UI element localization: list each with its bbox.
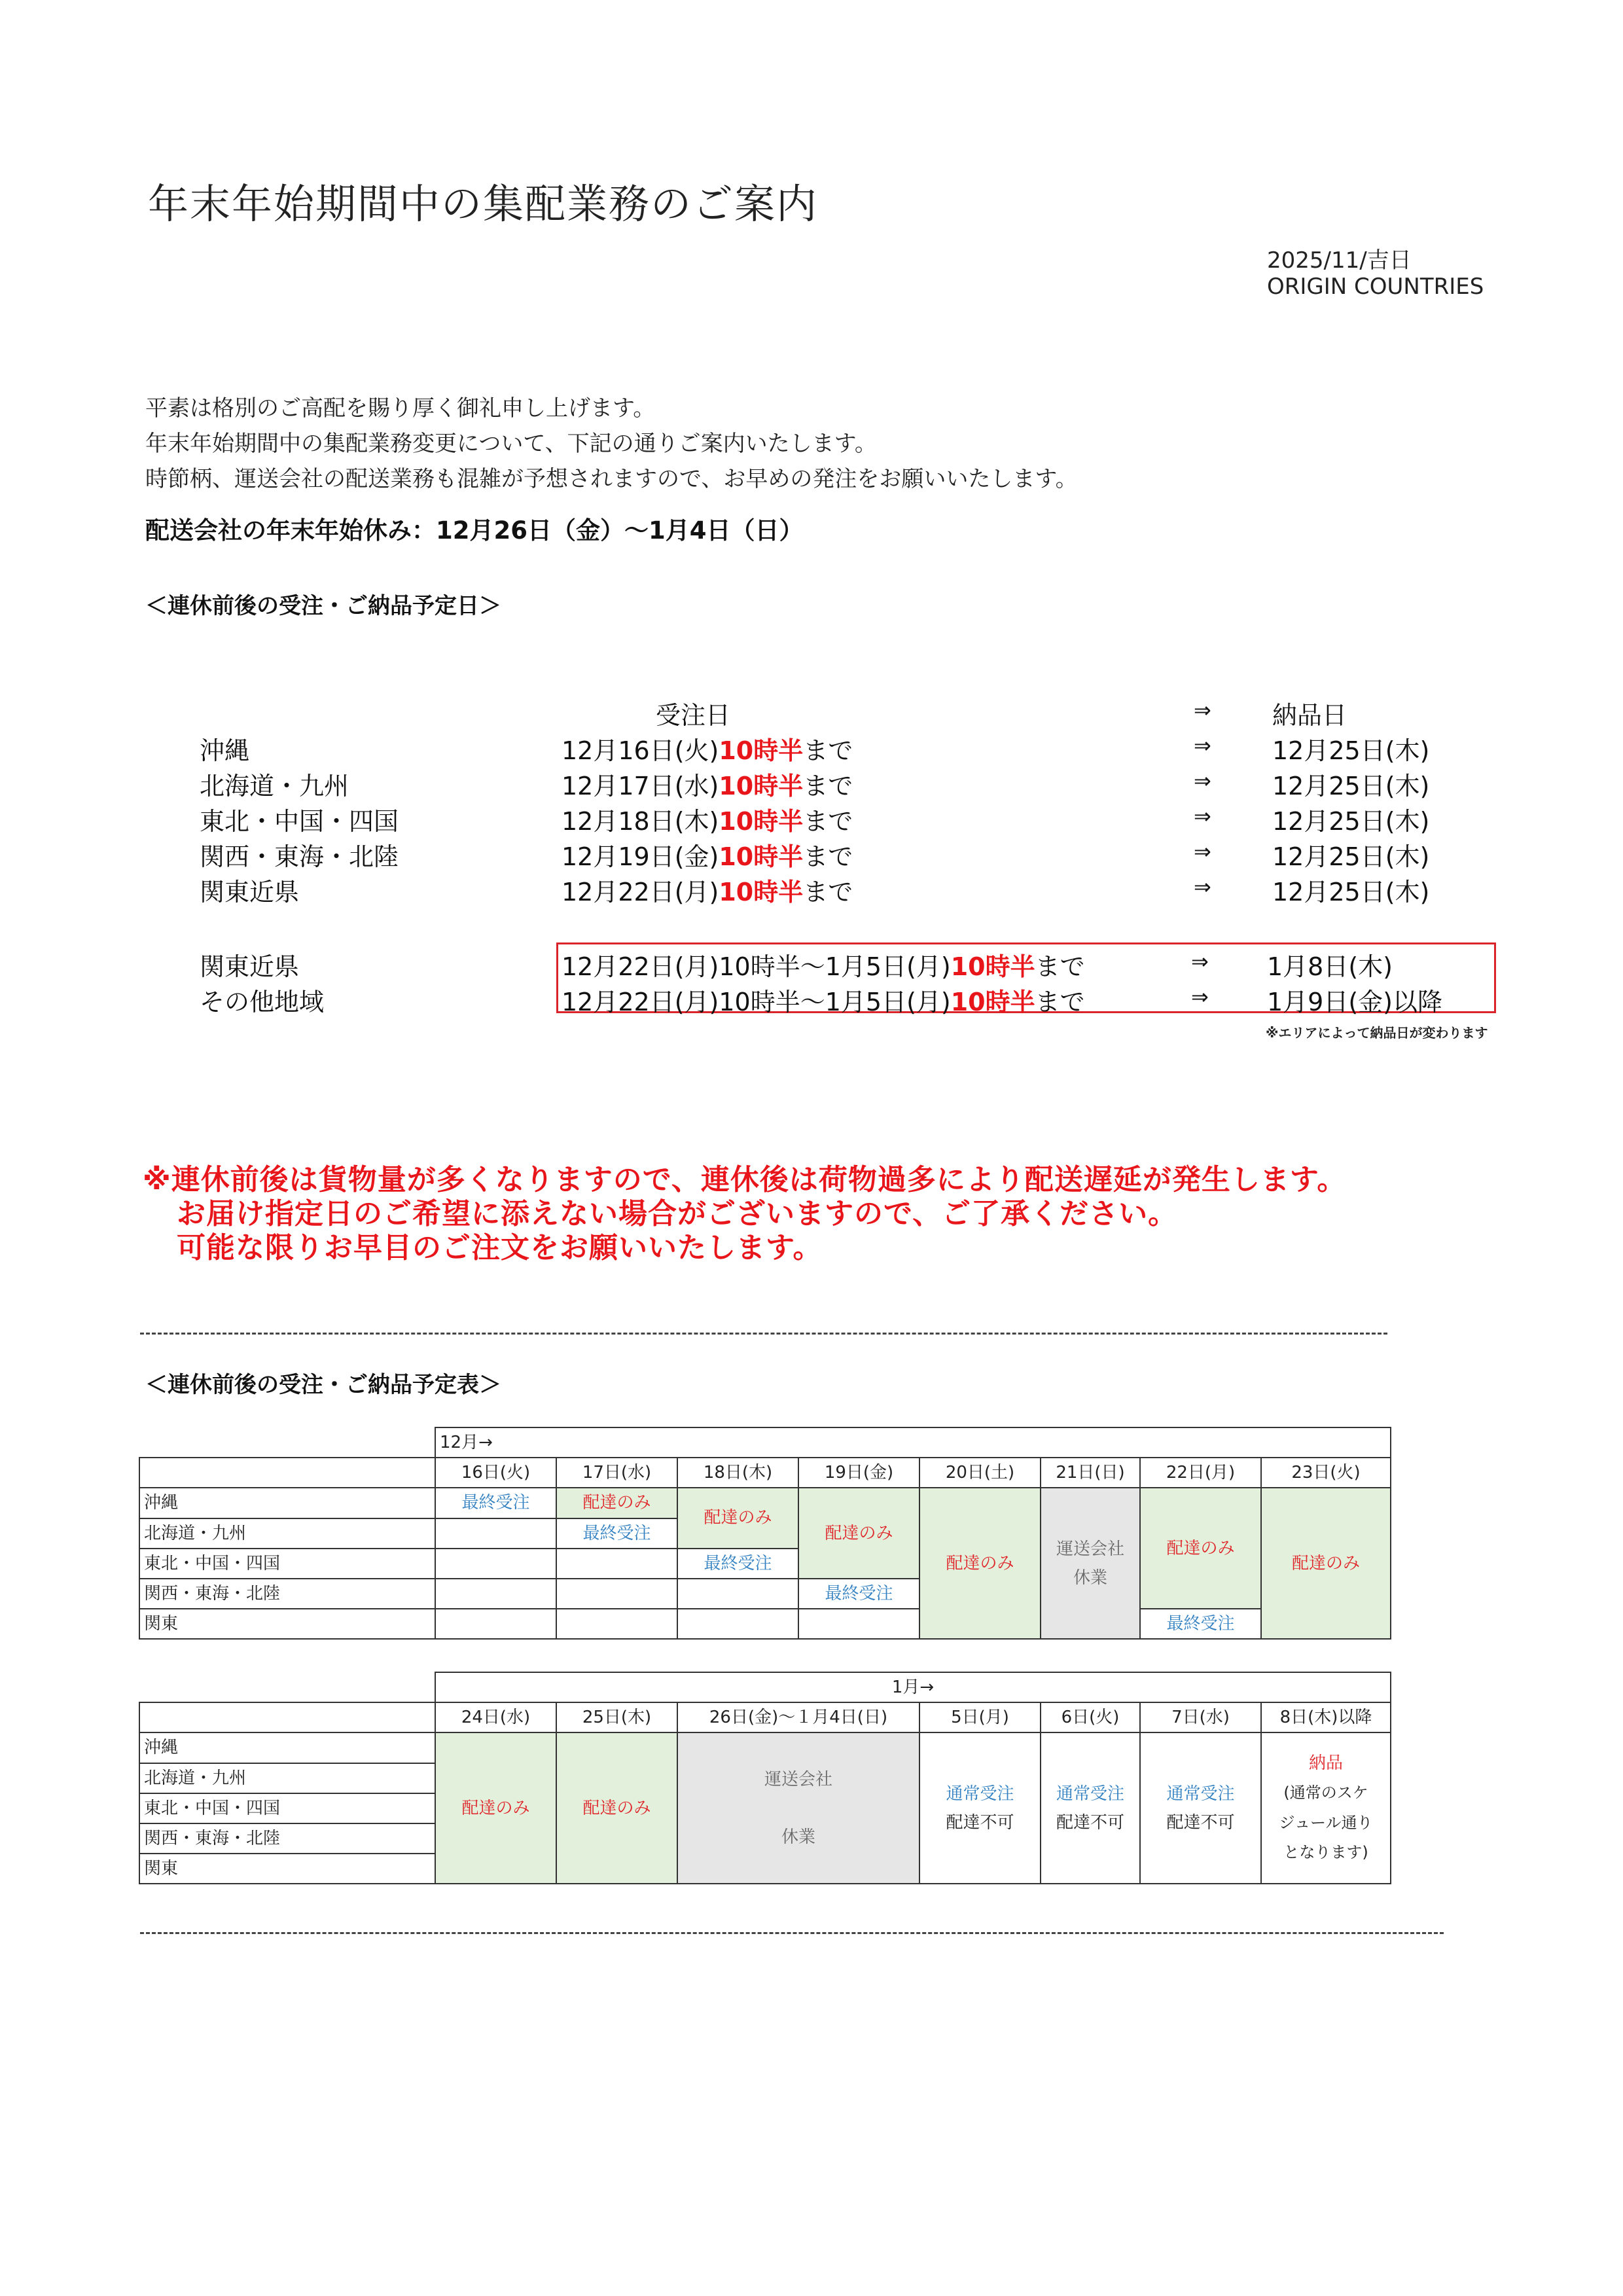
day-header: 22日(月) [1140,1458,1261,1488]
cutoff-time: 10時半 [719,736,804,765]
carrier-closed-cell: 運送会社 休業 [1041,1488,1140,1639]
normal-order-cell: 通常受注 配達不可 [919,1732,1041,1884]
day-header: 7日(水) [1140,1702,1261,1732]
normal-order-cell: 通常受注 配達不可 [1041,1732,1140,1884]
schedule-header-order: 受注日 [656,701,731,730]
schedule-delivery-date: 12月25日(木) [1272,736,1430,765]
final-order-cell: 最終受注 [677,1549,798,1579]
schedule-region: 関西・東海・北陸 [200,842,399,871]
schedule-arrow: ⇒ [1194,804,1211,829]
delivery-only-cell: 配達のみ [556,1488,677,1518]
schedule-delivery-date: 1月8日(木) [1267,952,1393,981]
delivery-only-cell: 配達のみ [435,1732,556,1884]
december-month-label: 12月→ [435,1427,1391,1458]
final-order-cell: 最終受注 [556,1518,677,1549]
final-order-cell: 最終受注 [798,1579,919,1609]
day-header: 25日(木) [556,1702,677,1732]
schedule-order-date: 12月22日(月)10時半まで [562,878,853,906]
region-label: 北海道・九州 [139,1763,435,1793]
schedule-arrow: ⇒ [1194,733,1211,758]
schedule-arrow: ⇒ [1194,768,1211,793]
region-label: 関東 [139,1854,435,1884]
section-heading-table: ＜連休前後の受注・ご納品予定表＞ [145,1372,501,1398]
december-table [139,1427,1391,1640]
table-row [139,1609,1391,1639]
delivered-cell: 納品 (通常のスケ ジュール通り となります) [1261,1732,1391,1884]
company-name: ORIGIN COUNTRIES [1267,274,1484,300]
page-title: 年末年始期間中の集配業務のご案内 [148,180,819,228]
region-label: 東北・中国・四国 [139,1549,435,1579]
region-label: 関西・東海・北陸 [139,1823,435,1854]
region-label: 沖縄 [139,1488,435,1518]
normal-order-cell: 通常受注 配達不可 [1140,1732,1261,1884]
delivery-only-cell: 配達のみ [1261,1488,1391,1639]
day-header: 23日(火) [1261,1458,1391,1488]
schedule-region: 関東近県 [200,952,300,981]
delivery-only-cell: 配達のみ [556,1732,677,1884]
cutoff-time: 10時半 [719,772,804,800]
holiday-period: 配送会社の年末年始休み：12月26日（金）～1月4日（日） [145,516,804,545]
table-row [139,1488,1391,1518]
day-header: 21日(日) [1041,1458,1140,1488]
region-label: 北海道・九州 [139,1518,435,1549]
cutoff-time: 10時半 [719,878,804,906]
schedule-arrow: ⇒ [1191,949,1209,974]
january-day-header-row [139,1702,1391,1732]
final-order-cell: 最終受注 [435,1488,556,1518]
schedule-region: 東北・中国・四国 [200,807,399,836]
region-label: 関東 [139,1609,435,1639]
region-label: 沖縄 [139,1732,435,1763]
schedule-arrow: ⇒ [1191,984,1209,1009]
schedule-header-delivery: 納品日 [1272,701,1347,730]
schedule-order-date: 12月16日(火)10時半まで [562,736,853,765]
delivery-only-cell: 配達のみ [1140,1488,1261,1609]
cutoff-time: 10時半 [950,988,1035,1016]
schedule-header-arrow: ⇒ [1194,698,1211,723]
divider-bottom [140,1932,1444,1934]
delivery-only-cell: 配達のみ [919,1488,1041,1639]
day-header: 6日(火) [1041,1702,1140,1732]
schedule-arrow: ⇒ [1194,839,1211,864]
day-header: 20日(土) [919,1458,1041,1488]
schedule-region: 北海道・九州 [200,772,349,800]
section-heading-schedule: ＜連休前後の受注・ご納品予定日＞ [145,593,501,619]
table-row [139,1732,1391,1763]
schedule-order-date: 12月22日(月)10時半～1月5日(月)10時半まで [562,988,1085,1016]
cutoff-time: 10時半 [719,842,804,871]
day-header: 18日(木) [677,1458,798,1488]
region-label: 関西・東海・北陸 [139,1579,435,1609]
day-header: 16日(火) [435,1458,556,1488]
divider-top [140,1333,1387,1335]
schedule-delivery-date: 12月25日(木) [1272,807,1430,836]
schedule-order-date: 12月18日(木)10時半まで [562,807,853,836]
cutoff-time: 10時半 [719,807,804,836]
schedule-order-date: 12月19日(金)10時半まで [562,842,853,871]
schedule-order-date: 12月22日(月)10時半～1月5日(月)10時半まで [562,952,1085,981]
january-month-label: 1月→ [435,1672,1391,1702]
area-note: ※エリアによって納品日が変わります [1266,1025,1488,1041]
schedule-delivery-date: 1月9日(金)以降 [1267,988,1443,1016]
schedule-arrow: ⇒ [1194,874,1211,899]
day-header: 5日(月) [919,1702,1041,1732]
day-header: 24日(水) [435,1702,556,1732]
delivery-only-cell: 配達のみ [798,1488,919,1579]
issue-date: 2025/11/吉日 [1267,247,1412,274]
day-header: 19日(金) [798,1458,919,1488]
schedule-region: その他地域 [200,988,325,1016]
schedule-delivery-date: 12月25日(木) [1272,772,1430,800]
warning-line-1: ※連休前後は貨物量が多くなりますので、連休後は荷物過多により配送遅延が発生します。 [143,1163,1347,1196]
day-header: 17日(水) [556,1458,677,1488]
intro-line-1: 平素は格別のご高配を賜り厚く御礼申し上げます。 [145,395,656,422]
final-order-cell: 最終受注 [1140,1609,1261,1639]
january-table [139,1672,1391,1884]
region-label: 東北・中国・四国 [139,1793,435,1823]
intro-line-2: 年末年始期間中の集配業務変更について、下記の通りご案内いたします。 [145,431,877,457]
day-header: 8日(木)以降 [1261,1702,1391,1732]
warning-line-3: 可能な限りお早目のご注文をお願いいたします。 [177,1231,823,1265]
schedule-region: 関東近県 [200,878,300,906]
schedule-order-date: 12月17日(水)10時半まで [562,772,853,800]
december-day-header-row [139,1458,1391,1488]
cutoff-time: 10時半 [950,952,1035,981]
schedule-delivery-date: 12月25日(木) [1272,878,1430,906]
schedule-delivery-date: 12月25日(木) [1272,842,1430,871]
intro-line-3: 時節柄、運送会社の配送業務も混雑が予想されますので、お早めの発注をお願いいたします。 [145,466,1078,492]
delivery-only-cell: 配達のみ [677,1488,798,1548]
carrier-closed-cell: 運送会社 休業 [677,1732,919,1884]
warning-line-2: お届け指定日のご希望に添えない場合がございますので、ご了承ください。 [177,1197,1178,1230]
schedule-region: 沖縄 [200,736,250,765]
day-header: 26日(金)～１月4日(日) [677,1702,919,1732]
